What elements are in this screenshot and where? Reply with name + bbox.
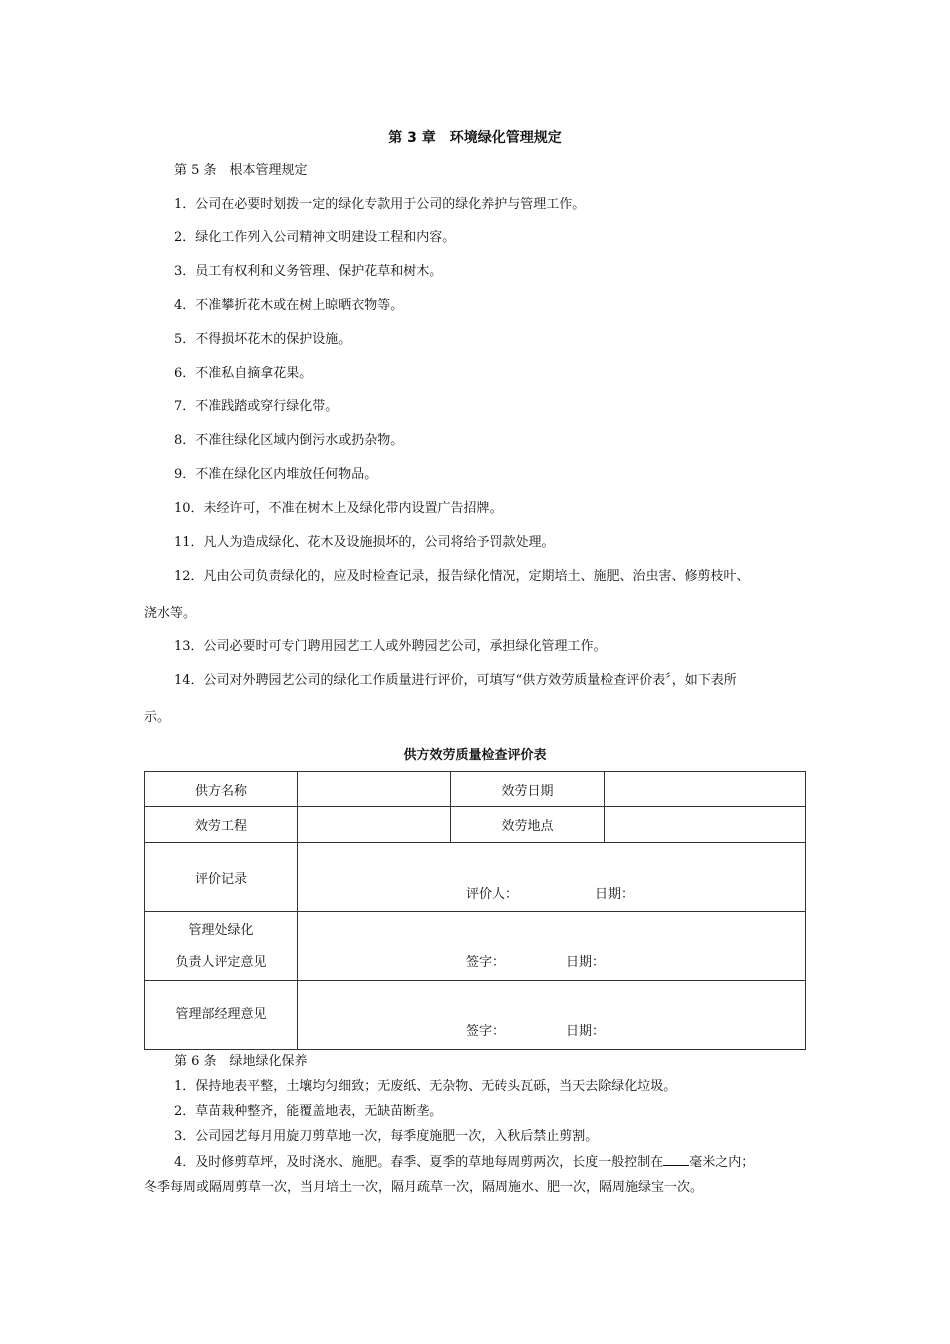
service-project-field[interactable] — [298, 807, 451, 843]
article6-item: 1．保持地表平整，土壤均匀细致；无废纸、无杂物、无砖头瓦砾，当天去除绿化垃圾。 — [174, 1079, 677, 1094]
article5-item: 10．未经许可，不准在树木上及绿化带内设置广告招牌。 — [174, 501, 503, 516]
article5-item: 9．不准在绿化区内堆放任何物品。 — [174, 467, 378, 482]
dept-manager-opinion-label: 管理部经理意见 — [145, 981, 298, 1050]
article5-item: 14．公司对外聘园艺公司的绿化工作质量进行评价，可填写“供方效劳质量检查评价表〞，如下表所 — [174, 673, 737, 688]
article5-item: 2．绿化工作列入公司精神文明建设工程和内容。 — [174, 230, 456, 245]
service-project-label: 效劳工程 — [145, 807, 298, 843]
signature-label: 签字： — [466, 955, 506, 970]
service-location-label: 效劳地点 — [451, 807, 605, 843]
article6-item: 3．公司园艺每月用旋刀剪草地一次，每季度施肥一次，入秋后禁止剪割。 — [174, 1129, 599, 1144]
evaluator-label: 评价人： — [466, 887, 519, 902]
article6-item-4 — [174, 1153, 754, 1172]
mgmt-green-opinion-field[interactable] — [298, 912, 806, 981]
mgmt-green-label-line1: 管理处绿化 — [188, 923, 254, 938]
article5-item: 7．不准践踏或穿行绿化带。 — [174, 399, 339, 414]
article6-item4-part1: 4．及时修剪草坪，及时浇水、施肥。春季、夏季的草地每周剪两次，长度一般控制在 — [174, 1155, 664, 1170]
service-location-field[interactable] — [605, 807, 806, 843]
signature-label: 签字： — [466, 1024, 506, 1039]
article6-item4-part2: 毫米之内； — [689, 1155, 755, 1170]
table-row — [145, 807, 806, 843]
article5-item: 4．不准攀折花木或在树上晾晒衣物等。 — [174, 298, 404, 313]
date-label: 日期： — [566, 955, 606, 970]
table-row — [145, 772, 806, 807]
evaluation-table — [144, 771, 806, 1050]
article5-item: 5．不得损坏花木的保护设施。 — [174, 332, 352, 347]
article6-item: 2．草苗栽种整齐，能覆盖地表，无缺苗断垄。 — [174, 1104, 443, 1119]
article5-item: 13．公司必要时可专门聘用园艺工人或外聘园艺公司，承担绿化管理工作。 — [174, 639, 607, 654]
service-date-field[interactable] — [605, 772, 806, 807]
article5-item: 1．公司在必要时划拨一定的绿化专款用于公司的绿化养护与管理工作。 — [174, 197, 586, 212]
chapter-title: 第 3 章 环境绿化管理规定 — [388, 130, 562, 146]
article5-item: 11．凡人为造成绿化、花木及设施损坏的，公司将给予罚款处理。 — [174, 535, 555, 550]
article5-item-continuation: 示。 — [144, 710, 171, 725]
date-label: 日期： — [595, 887, 635, 902]
article5-item: 8．不准往绿化区域内倒污水或扔杂物。 — [174, 433, 404, 448]
article5-heading: 第 5 条 根本管理规定 — [174, 163, 308, 178]
mgmt-green-opinion-label — [145, 912, 298, 981]
evaluation-record-label: 评价记录 — [145, 843, 298, 912]
supplier-name-field[interactable] — [298, 772, 451, 807]
table-row — [145, 912, 806, 981]
article6-item4-line2: 冬季每周或隔周剪草一次，当月培土一次，隔月疏草一次，隔周施水、肥一次，隔周施绿宝一次。 — [144, 1180, 704, 1195]
supplier-name-label: 供方名称 — [145, 772, 298, 807]
dept-manager-opinion-field[interactable] — [298, 981, 806, 1050]
date-label: 日期： — [566, 1024, 606, 1039]
article5-item: 6．不准私自摘拿花果。 — [174, 366, 313, 381]
table-row — [145, 843, 806, 912]
length-blank — [663, 1153, 689, 1166]
table-row — [145, 981, 806, 1050]
article5-item-continuation: 浇水等。 — [144, 606, 197, 621]
mgmt-green-label-line2: 负责人评定意见 — [175, 955, 267, 970]
article6-heading: 第 6 条 绿地绿化保养 — [174, 1054, 308, 1069]
article5-item: 12．凡由公司负责绿化的，应及时检查记录，报告绿化情况，定期培土、施肥、治虫害、修剪枝叶、 — [174, 569, 750, 584]
table-title: 供方效劳质量检查评价表 — [403, 748, 547, 763]
article5-item: 3．员工有权利和义务管理、保护花草和树木。 — [174, 264, 443, 279]
evaluation-record-field[interactable] — [298, 843, 806, 912]
service-date-label: 效劳日期 — [451, 772, 605, 807]
